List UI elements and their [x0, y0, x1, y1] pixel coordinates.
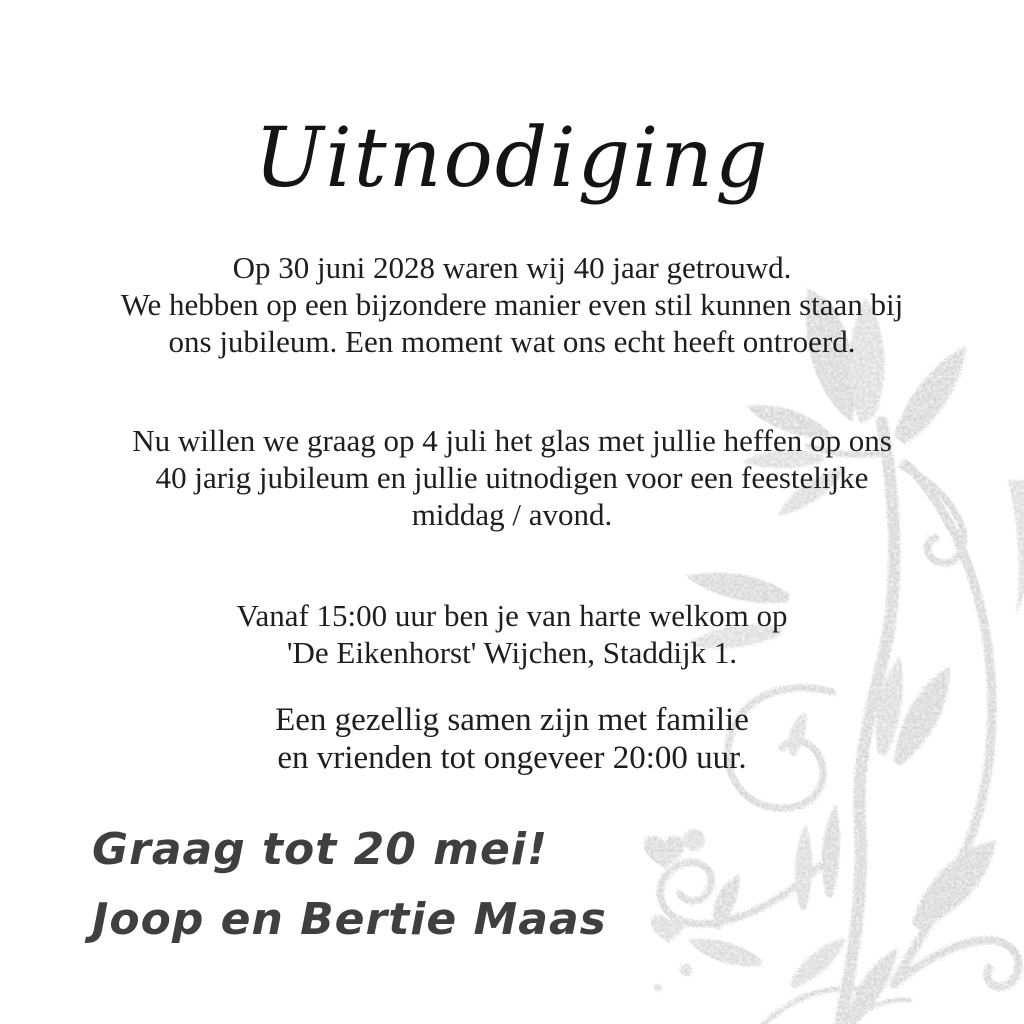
- invitation-title: Uitnodiging: [254, 111, 770, 206]
- gathering-line-1: Een gezellig samen zijn met familie: [275, 702, 749, 738]
- signature-line: Joop en Bertie Maas: [92, 894, 607, 945]
- paragraph-intro: [0, 249, 1024, 360]
- announcement-line-3: middag / avond.: [411, 497, 613, 532]
- paragraph-gathering: [0, 701, 1024, 777]
- announcement-line-1: Nu willen we graag op 4 juli het glas met jullie heffen op ons: [132, 423, 892, 458]
- announcement-line-2: 40 jarig jubileum en jullie uitnodigen voor een feestelijke: [155, 460, 869, 495]
- intro-line-3: ons jubileum. Een moment wat ons echt heeft ontroerd.: [168, 324, 856, 359]
- venue-line-2: 'De Eikenhorst' Wijchen, Staddijk 1.: [286, 635, 738, 670]
- intro-line-2: We hebben op een bijzondere manier even stil kunnen staan bij: [120, 287, 904, 322]
- intro-line-1: Op 30 juni 2028 waren wij 40 jaar getrouwd.: [232, 250, 792, 285]
- rsvp-line: Graag tot 20 mei!: [92, 824, 549, 875]
- paragraph-venue: [0, 597, 1024, 671]
- paragraph-announcement: [0, 422, 1024, 533]
- gathering-line-2: en vrienden tot ongeveer 20:00 uur.: [277, 740, 747, 776]
- venue-line-1: Vanaf 15:00 uur ben je van harte welkom op: [236, 598, 788, 633]
